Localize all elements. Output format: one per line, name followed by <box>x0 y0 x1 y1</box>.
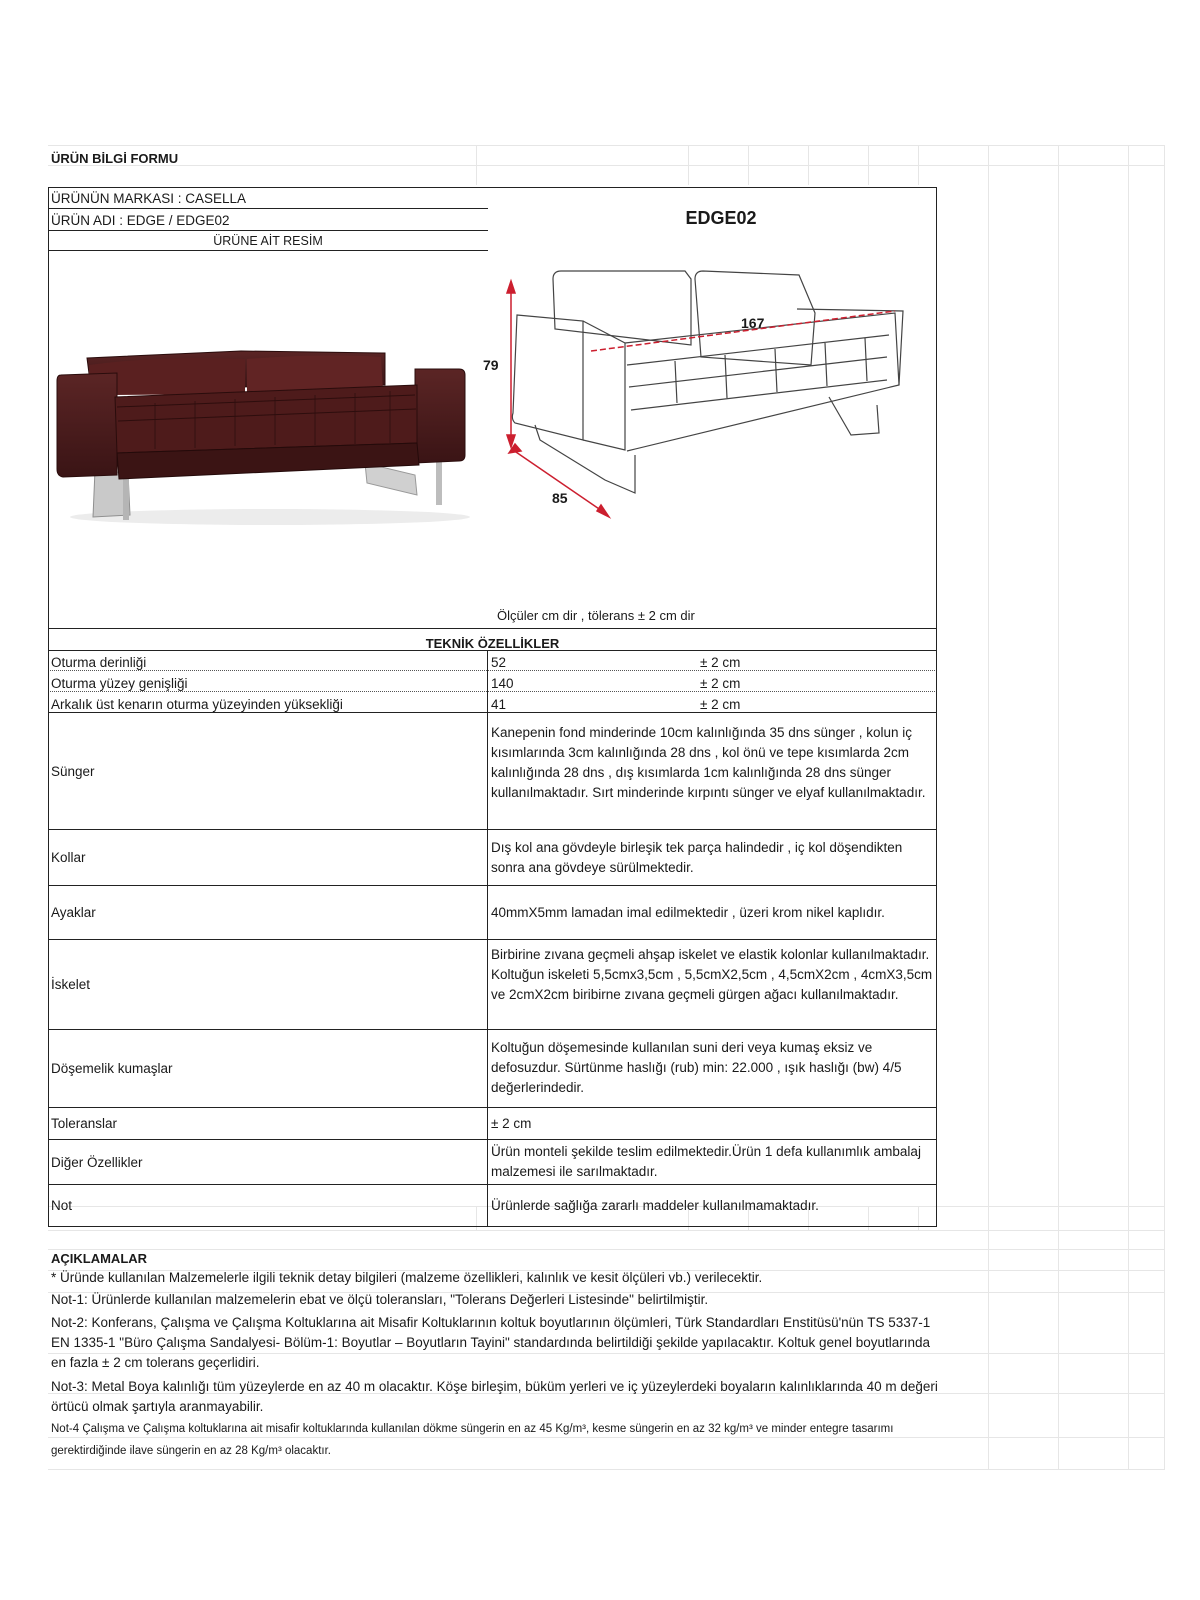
sofa-photo <box>55 345 475 535</box>
spec-label: Ayaklar <box>51 905 96 920</box>
measure-tolerance: ± 2 cm <box>700 676 741 691</box>
spec-label: Not <box>51 1198 73 1213</box>
note-item: Not-2: Konferans, Çalışma ve Çalışma Koltuklarına ait Misafir Koltuklarının koltuk boyutlarının ölçümleri, Türk Standardları Enstitüsü'nün TS 5337-1 EN 1335-1 "Büro Çalışma Sandalyesi- Bölüm-1: Boyutlar – Boyutların Tayini" standardında belirtildiği şekilde yapılacaktır. Koltuk genel boyutlarında en fazla ± 2 cm tolerans geçerlidiri. <box>51 1315 931 1370</box>
spec-label: İskelet <box>51 977 91 992</box>
measure-tolerance: ± 2 cm <box>700 655 741 670</box>
note-item: Not-1: Ürünlerde kullanılan malzemelerin ebat ve ölçü toleransları, "Tolerans Değerleri Listesinde" belirtilmiştir. <box>51 1292 709 1307</box>
form-title: ÜRÜN BİLGİ FORMU <box>51 151 179 166</box>
measure-tolerance: ± 2 cm <box>700 697 741 712</box>
measure-value: 140 <box>491 676 514 691</box>
product-name-line: ÜRÜN ADI : EDGE / EDGE02 <box>51 213 230 228</box>
dim-depth: 85 <box>552 490 568 506</box>
note-item: Not-3: Metal Boya kalınlığı tüm yüzeylerde en az 40 m olacaktır. Köşe birleşim, büküm yerleri ve iç yüzeylerdeki boyaların kalınlıklarında 40 m değeri örtücü olmak şartıyla aranmayabilir. <box>51 1379 938 1414</box>
dim-width: 167 <box>741 315 765 331</box>
spec-label: Döşemelik kumaşlar <box>51 1061 173 1076</box>
model-code: EDGE02 <box>685 208 757 228</box>
spec-text: Dış kol ana gövdeyle birleşik tek parça halindedir , iç kol döşendikten sonra ana gövdeye sürülmektedir. <box>491 840 903 875</box>
image-header: ÜRÜNE AİT RESİM <box>213 234 323 248</box>
notes-title: AÇIKLAMALAR <box>51 1251 148 1266</box>
spec-label: Kollar <box>51 850 86 865</box>
measure-label: Arkalık üst kenarın oturma yüzeyinden yüksekliği <box>51 697 343 712</box>
spec-text: 40mmX5mm lamadan imal edilmektedir , üzeri krom nikel kaplıdır. <box>491 905 885 920</box>
measure-label: Oturma yüzey genişliği <box>51 676 188 691</box>
tech-header: TEKNİK ÖZELLİKLER <box>425 636 560 651</box>
brand-line: ÜRÜNÜN MARKASI : CASELLA <box>51 191 247 206</box>
dim-height: 79 <box>483 357 499 373</box>
spec-text: Koltuğun döşemesinde kullanılan suni deri veya kumaş eksiz ve defosuzdur. Sürtünme haslığı (rub) min: 22.000 , ışık haslığı (bw) 4/5 değerlerindedir. <box>491 1040 902 1095</box>
note-item: * Üründe kullanılan Malzemelerle ilgili teknik detay bilgileri (malzeme özellikleri, kalınlık ve kesit ölçüleri vb.) verilecektir. <box>51 1270 763 1285</box>
spec-text: Kanepenin fond minderinde 10cm kalınlığında 35 dns sünger , kolun iç kısımlarında 3cm kalınlığında 28 dns , kol önü ve tepe kısımlarda 2cm kalınlığında 28 dns , dış kısımlarda 1cm kalınlığında 28 dns sünger kullanılmaktadır. Sırt minderinde kırpıntı sünger ve elyaf kullanılmaktadır. <box>491 725 926 800</box>
dimension-note: Ölçüler cm dir , tölerans ± 2 cm dir <box>497 608 695 623</box>
note-item: Not-4 Çalışma ve Çalışma koltuklarına ait misafir koltuklarında kullanılan dökme süngerin en az 45 Kg/m³, kesme süngerin en az 32 kg/m³ ve minder entegre tasarımı gerektirdiğinde ilave süngerin en az 28 Kg/m³ olacaktır. <box>51 1423 894 1457</box>
spec-text: Birbirine zıvana geçmeli ahşap iskelet ve elastik kolonlar kullanılmaktadır. Koltuğun iskeleti 5,5cmx3,5cm , 5,5cmX2,5cm , 4,5cmX2cm , 4cmX3,5cm ve 2cmX2cm biribirne zıvana geçmeli gürgen ağacı kullanılmaktadır. <box>491 947 933 1002</box>
spec-label: Toleranslar <box>51 1116 118 1131</box>
measure-value: 41 <box>491 697 507 712</box>
spec-text: Ürün monteli şekilde teslim edilmektedir.Ürün 1 defa kullanımlık ambalaj malzemesi ile sarılmaktadır. <box>491 1144 921 1179</box>
spec-text: Ürünlerde sağlığa zararlı maddeler kullanılmamaktadır. <box>491 1198 819 1213</box>
measure-label: Oturma derinliği <box>51 655 147 670</box>
measure-value: 52 <box>491 655 507 670</box>
spec-label: Diğer Özellikler <box>51 1154 143 1170</box>
spec-text: ± 2 cm <box>491 1116 532 1131</box>
spec-label: Sünger <box>51 763 95 779</box>
